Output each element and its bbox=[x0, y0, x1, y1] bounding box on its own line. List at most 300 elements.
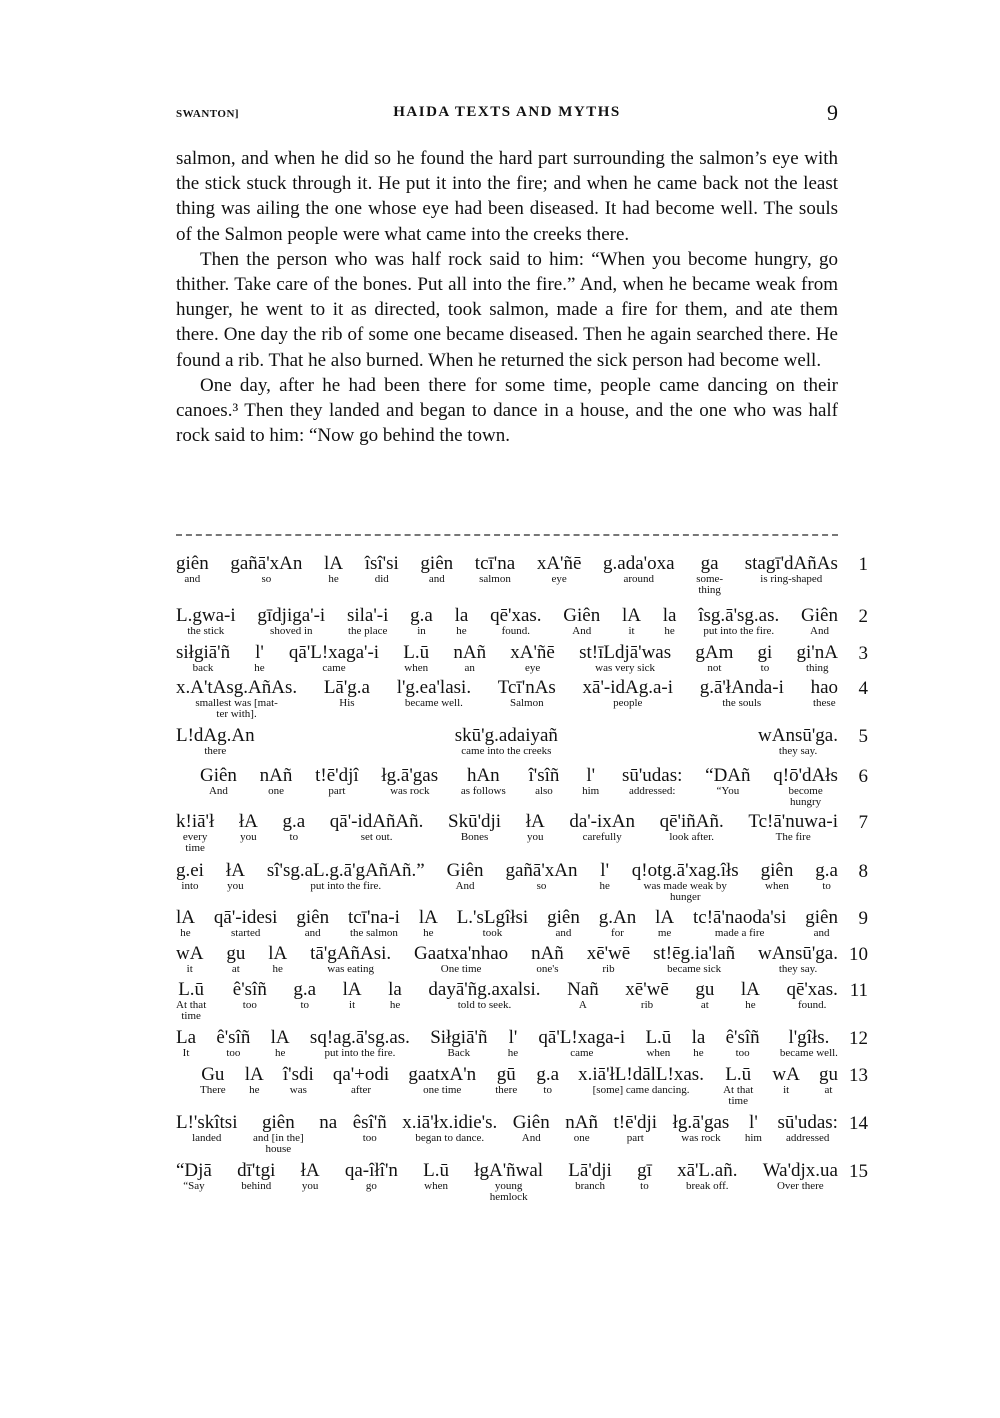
line-number: 8 bbox=[858, 861, 868, 882]
interlinear-word bbox=[578, 1065, 704, 1096]
english-gloss: It bbox=[182, 1047, 190, 1059]
haida-word: L.ū bbox=[645, 1027, 672, 1048]
english-gloss: become hungry bbox=[788, 785, 823, 808]
interlinear-word bbox=[726, 1028, 760, 1059]
english-gloss: when bbox=[424, 1180, 448, 1192]
interlinear-line bbox=[176, 725, 868, 757]
interlinear-word bbox=[176, 812, 214, 854]
interlinear-word bbox=[773, 766, 838, 808]
english-gloss: part bbox=[328, 785, 346, 797]
haida-word: giên bbox=[262, 1112, 295, 1133]
interlinear-word bbox=[176, 908, 195, 939]
interlinear-word bbox=[388, 980, 402, 1011]
haida-word: Siłgiā'ñ bbox=[430, 1027, 488, 1048]
haida-word: Lā'g.a bbox=[323, 677, 370, 698]
header-author: SWANTON] bbox=[176, 108, 240, 120]
haida-word: gi bbox=[757, 642, 773, 663]
english-gloss: and bbox=[555, 927, 572, 939]
interlinear-word bbox=[293, 980, 316, 1011]
interlinear-word bbox=[622, 766, 682, 797]
interlinear-word bbox=[637, 1161, 652, 1192]
haida-word: g.a bbox=[815, 860, 838, 881]
prose-paragraph: One day, after he had been there for some time, people came dancing on their canoes.³ Then they landed and began to dance in a house, and the one who was half rock said to him: “Now go behind the town. bbox=[176, 374, 838, 447]
english-gloss: smallest was [mat- ter with]. bbox=[195, 697, 278, 720]
interlinear-word bbox=[529, 766, 560, 797]
line-number: 12 bbox=[849, 1028, 868, 1049]
english-gloss: he bbox=[664, 625, 675, 637]
interlinear-word bbox=[673, 1113, 730, 1144]
english-gloss: they say. bbox=[778, 963, 818, 975]
interlinear-word bbox=[457, 908, 529, 939]
english-gloss: became well. bbox=[779, 1047, 838, 1059]
interlinear-word bbox=[614, 1113, 658, 1144]
section-divider bbox=[176, 534, 838, 536]
haida-word: îsî'si bbox=[364, 553, 399, 574]
interlinear-word bbox=[758, 643, 773, 674]
haida-word: l' bbox=[508, 1027, 518, 1048]
interlinear-word bbox=[226, 944, 245, 975]
english-gloss: And bbox=[521, 1132, 541, 1144]
english-gloss: was eating bbox=[327, 963, 374, 975]
english-gloss: was rock bbox=[390, 785, 430, 797]
haida-word: gañā'xAn bbox=[505, 860, 578, 881]
english-gloss: eye bbox=[524, 662, 541, 674]
interlinear-word bbox=[622, 606, 641, 637]
haida-word: lA bbox=[622, 605, 641, 626]
english-gloss: the souls bbox=[722, 697, 762, 709]
english-gloss: is ring-shaped bbox=[760, 573, 823, 585]
interlinear-word bbox=[365, 554, 399, 585]
english-gloss: eye bbox=[551, 573, 567, 585]
interlinear-word bbox=[811, 678, 838, 709]
haida-word: La bbox=[176, 1027, 197, 1048]
interlinear-word bbox=[397, 678, 471, 709]
interlinear-word bbox=[176, 944, 203, 975]
interlinear-word bbox=[565, 1113, 598, 1144]
interlinear-word bbox=[254, 643, 264, 674]
haida-word: g.An bbox=[598, 907, 637, 928]
haida-word: łA bbox=[525, 811, 545, 832]
english-gloss: at bbox=[824, 1084, 833, 1096]
haida-word: gaatxA'n bbox=[408, 1064, 477, 1085]
english-gloss: when bbox=[765, 880, 789, 892]
haida-word: l' bbox=[255, 642, 264, 663]
interlinear-word bbox=[428, 980, 540, 1011]
haida-word: q!otg.ā'xag.îłs bbox=[631, 860, 739, 881]
english-gloss: became sick bbox=[667, 963, 722, 975]
haida-word: L.gwa-i bbox=[176, 605, 236, 626]
english-gloss: look after. bbox=[669, 831, 714, 843]
english-gloss: to bbox=[760, 662, 770, 674]
interlinear-word bbox=[257, 606, 325, 637]
haida-word: êsî'ñ bbox=[352, 1112, 387, 1133]
interlinear-word bbox=[403, 643, 429, 674]
english-gloss: behind bbox=[241, 1180, 272, 1192]
interlinear-word bbox=[587, 944, 631, 975]
haida-word: tcī'na bbox=[474, 553, 516, 574]
haida-word: Gaatxa'nhao bbox=[414, 943, 509, 964]
line-number: 3 bbox=[858, 643, 868, 664]
english-gloss: to bbox=[640, 1180, 649, 1192]
english-gloss: addressed bbox=[786, 1132, 830, 1144]
haida-word: skū'g.adaiyañ bbox=[454, 725, 558, 746]
interlinear-line bbox=[176, 943, 868, 975]
interlinear-word bbox=[786, 980, 837, 1011]
haida-word: Skū'dji bbox=[448, 811, 502, 832]
haida-word: qē'xas. bbox=[786, 979, 838, 1000]
haida-word: sî'sg.aL.g.ā'gAñAñ.” bbox=[266, 860, 425, 881]
english-gloss: it bbox=[783, 1084, 790, 1096]
interlinear-word bbox=[176, 678, 297, 720]
line-number: 5 bbox=[858, 726, 868, 747]
english-gloss: he bbox=[599, 880, 610, 892]
interlinear-word bbox=[698, 606, 779, 637]
english-gloss: to bbox=[300, 999, 309, 1011]
interlinear-word bbox=[333, 1065, 389, 1096]
haida-word: L.ū bbox=[725, 1064, 752, 1085]
haida-word: dayā'ñg.axalsi. bbox=[428, 979, 541, 1000]
interlinear-word bbox=[745, 554, 838, 585]
interlinear-word bbox=[176, 726, 255, 757]
interlinear-word bbox=[660, 812, 724, 843]
haida-word: łA bbox=[238, 811, 258, 832]
english-gloss: set out. bbox=[360, 831, 393, 843]
interlinear-word bbox=[448, 812, 501, 843]
english-gloss: and [in the] house bbox=[253, 1132, 304, 1155]
haida-word: l'gîłs. bbox=[788, 1027, 830, 1048]
haida-word: lA bbox=[244, 1064, 264, 1085]
haida-word: L!dAg.An bbox=[176, 725, 255, 746]
interlinear-word bbox=[214, 908, 278, 939]
interlinear-word bbox=[239, 812, 258, 843]
haida-word: l' bbox=[600, 860, 609, 881]
interlinear-line bbox=[176, 765, 868, 808]
english-gloss: came bbox=[570, 1047, 594, 1059]
english-gloss: so bbox=[261, 573, 272, 585]
interlinear-word bbox=[819, 1065, 838, 1096]
haida-word: Giên bbox=[200, 765, 237, 786]
english-gloss: these bbox=[812, 697, 836, 709]
haida-word: nAñ bbox=[565, 1112, 598, 1133]
english-gloss: put into the fire. bbox=[703, 625, 775, 637]
english-gloss: there bbox=[204, 745, 227, 757]
english-gloss: you bbox=[526, 831, 544, 843]
english-gloss: and bbox=[813, 927, 830, 939]
english-gloss: he bbox=[693, 1047, 704, 1059]
interlinear-text bbox=[176, 553, 868, 1209]
english-gloss: came bbox=[322, 662, 346, 674]
haida-word: Lā'dji bbox=[568, 1160, 612, 1181]
interlinear-word bbox=[758, 944, 838, 975]
english-gloss: at bbox=[231, 963, 240, 975]
haida-word: wAnsū'ga. bbox=[758, 725, 838, 746]
english-gloss: Bones bbox=[460, 831, 489, 843]
interlinear-line bbox=[176, 1160, 868, 1203]
english-gloss: go bbox=[365, 1180, 377, 1192]
haida-word: l' bbox=[749, 1112, 758, 1133]
haida-word: lA bbox=[740, 979, 760, 1000]
interlinear-word bbox=[763, 1161, 838, 1192]
english-gloss: found. bbox=[797, 999, 827, 1011]
page-number: 9 bbox=[827, 100, 838, 125]
interlinear-line bbox=[176, 860, 868, 903]
interlinear-word bbox=[423, 1161, 449, 1192]
line-number: 9 bbox=[858, 908, 868, 929]
english-gloss: put into the fire. bbox=[310, 880, 382, 892]
english-gloss: Salmon bbox=[509, 697, 544, 709]
interlinear-word bbox=[569, 812, 635, 843]
english-gloss: when bbox=[404, 662, 429, 674]
interlinear-word bbox=[176, 1028, 196, 1059]
interlinear-word bbox=[801, 606, 838, 637]
english-gloss: At that time bbox=[723, 1084, 754, 1107]
haida-word: L.ū bbox=[403, 642, 430, 663]
interlinear-word bbox=[414, 944, 508, 975]
haida-word: î'sîñ bbox=[528, 765, 560, 786]
interlinear-word bbox=[531, 944, 564, 975]
interlinear-word bbox=[475, 554, 515, 585]
haida-word: nAñ bbox=[453, 642, 487, 663]
interlinear-word bbox=[176, 1161, 212, 1192]
interlinear-line bbox=[176, 811, 868, 854]
interlinear-word bbox=[324, 678, 370, 709]
haida-word: Tc!ā'nuwa-i bbox=[748, 811, 838, 832]
interlinear-word bbox=[176, 643, 230, 674]
haida-word: gīdjiga'-i bbox=[257, 605, 326, 626]
haida-word: l' bbox=[586, 765, 596, 786]
english-gloss: At that time bbox=[176, 999, 207, 1022]
haida-word: sila'-i bbox=[346, 605, 389, 626]
haida-word: st!ēg.ia'lañ bbox=[653, 943, 736, 964]
interlinear-word bbox=[343, 980, 362, 1011]
english-gloss: you bbox=[240, 831, 257, 843]
prose-paragraph: salmon, and when he did so he found the hard part surrounding the salmon’s eye with the stick stuck through it. He put it into the fire; and when he came back not the least thing was ailing the one whose eye had been diseased. It had become well. The souls of the Salmon people were what came into the creeks there. bbox=[176, 148, 838, 245]
interlinear-word bbox=[695, 643, 733, 674]
english-gloss: “Say bbox=[183, 1180, 205, 1192]
haida-word: îsg.ā'sg.as. bbox=[698, 605, 780, 626]
interlinear-word bbox=[780, 1028, 838, 1059]
interlinear-word bbox=[282, 812, 305, 843]
haida-word: ê'sîñ bbox=[232, 979, 267, 1000]
haida-word: Tcī'nAs bbox=[497, 677, 556, 698]
haida-word: L.ū bbox=[178, 979, 205, 1000]
haida-word: qē'iñAñ. bbox=[659, 811, 724, 832]
haida-word: lA bbox=[268, 943, 288, 964]
haida-word: l'g.ea'lasi. bbox=[396, 677, 472, 698]
english-gloss: part bbox=[626, 1132, 644, 1144]
haida-word: ê'sîñ bbox=[216, 1027, 251, 1048]
english-gloss: he bbox=[389, 999, 401, 1011]
haida-word: hao bbox=[810, 677, 838, 698]
english-gloss: to bbox=[543, 1084, 552, 1096]
haida-word: t!ē'dji bbox=[613, 1112, 658, 1133]
interlinear-word bbox=[567, 980, 599, 1011]
interlinear-word bbox=[538, 1028, 625, 1059]
english-gloss: also bbox=[535, 785, 553, 797]
english-gloss: rib bbox=[640, 999, 654, 1011]
haida-word: xē'wē bbox=[586, 943, 631, 964]
english-gloss: around bbox=[623, 573, 655, 585]
interlinear-word bbox=[455, 606, 469, 637]
english-gloss: A bbox=[578, 999, 587, 1011]
interlinear-line bbox=[176, 1112, 868, 1155]
haida-word: Giên bbox=[446, 860, 484, 881]
interlinear-word bbox=[353, 1113, 387, 1144]
english-gloss: did bbox=[374, 573, 389, 585]
interlinear-word bbox=[537, 554, 582, 585]
interlinear-word bbox=[645, 1028, 671, 1059]
interlinear-word bbox=[176, 554, 209, 585]
haida-word: hAn bbox=[466, 765, 500, 786]
interlinear-word bbox=[692, 1028, 706, 1059]
line-number: 2 bbox=[858, 606, 868, 627]
interlinear-word bbox=[498, 678, 556, 709]
haida-word: g.ada'oxa bbox=[603, 553, 675, 574]
haida-word: Giên bbox=[512, 1112, 550, 1133]
translation-text bbox=[176, 146, 838, 448]
haida-word: “DAñ bbox=[705, 765, 751, 786]
interlinear-word bbox=[200, 1065, 226, 1096]
english-gloss: you bbox=[227, 880, 244, 892]
interlinear-word bbox=[474, 1161, 543, 1203]
haida-word: nAñ bbox=[531, 943, 564, 964]
interlinear-word bbox=[526, 812, 545, 843]
haida-word: Wa'djx.ua bbox=[762, 1160, 838, 1181]
interlinear-word bbox=[233, 980, 267, 1011]
english-gloss: there bbox=[495, 1084, 518, 1096]
haida-word: xē'wē bbox=[625, 979, 669, 1000]
english-gloss: every time bbox=[182, 831, 208, 854]
interlinear-word bbox=[245, 1065, 264, 1096]
english-gloss: carefully bbox=[582, 831, 622, 843]
english-gloss: And bbox=[455, 880, 475, 892]
english-gloss: break off. bbox=[686, 1180, 729, 1192]
haida-word: na bbox=[319, 1112, 338, 1133]
english-gloss: he bbox=[254, 662, 265, 674]
interlinear-word bbox=[348, 908, 400, 939]
line-number: 11 bbox=[849, 980, 868, 1001]
english-gloss: made a fire bbox=[714, 927, 765, 939]
haida-word: gi'nA bbox=[796, 642, 838, 663]
haida-word: Giên bbox=[563, 605, 601, 626]
english-gloss: one bbox=[268, 785, 284, 797]
haida-word: la bbox=[454, 605, 469, 626]
haida-word: L.ū bbox=[423, 1160, 449, 1181]
interlinear-word bbox=[579, 643, 671, 674]
haida-word: x.iā'łx.idie's. bbox=[402, 1112, 498, 1133]
english-gloss: young hemlock bbox=[489, 1180, 528, 1203]
english-gloss: he bbox=[507, 1047, 519, 1059]
english-gloss: There bbox=[200, 1084, 226, 1096]
haida-word: giên bbox=[547, 907, 580, 928]
interlinear-word bbox=[700, 678, 784, 709]
interlinear-word bbox=[253, 1113, 304, 1155]
haida-word: stagī'dAñAs bbox=[744, 553, 838, 574]
haida-word: g.ei bbox=[176, 860, 204, 881]
haida-word: t!ē'djî bbox=[315, 765, 359, 786]
haida-word: łgA'ñwal bbox=[474, 1160, 544, 1181]
haida-word: xā'L.añ. bbox=[677, 1160, 738, 1181]
line-number: 14 bbox=[849, 1113, 868, 1134]
interlinear-word bbox=[568, 1161, 612, 1192]
english-gloss: an bbox=[464, 662, 475, 674]
interlinear-line bbox=[176, 605, 868, 637]
interlinear-word bbox=[319, 1113, 337, 1133]
interlinear-word bbox=[599, 908, 636, 939]
interlinear-word bbox=[693, 908, 786, 939]
interlinear-word bbox=[513, 1113, 550, 1144]
english-gloss: Back bbox=[447, 1047, 471, 1059]
line-number: 4 bbox=[858, 678, 868, 699]
haida-word: “Djā bbox=[176, 1160, 212, 1181]
haida-word: x.iā'łL!dālL!xas. bbox=[578, 1064, 704, 1085]
interlinear-line bbox=[176, 1064, 868, 1107]
haida-word: lA bbox=[655, 907, 675, 928]
interlinear-word bbox=[490, 606, 541, 637]
interlinear-word bbox=[455, 726, 558, 757]
haida-word: wA bbox=[176, 943, 204, 964]
haida-word: gu bbox=[818, 1064, 838, 1085]
english-gloss: to bbox=[822, 880, 831, 892]
english-gloss: back bbox=[192, 662, 214, 674]
haida-word: lA bbox=[342, 979, 362, 1000]
english-gloss: people bbox=[613, 697, 643, 709]
english-gloss: after bbox=[350, 1084, 372, 1096]
haida-word: giên bbox=[420, 553, 454, 574]
haida-word: la bbox=[388, 979, 402, 1000]
haida-word: tā'gAñAsi. bbox=[310, 943, 392, 964]
haida-word: î'sdi bbox=[282, 1064, 314, 1085]
haida-word: qa-îłî'n bbox=[344, 1160, 398, 1181]
haida-word: Giên bbox=[801, 605, 838, 626]
haida-word: łg.ā'gas bbox=[672, 1112, 730, 1133]
haida-word: qā'L!xaga-i bbox=[538, 1027, 626, 1048]
interlinear-word bbox=[505, 861, 577, 892]
english-gloss: was rock bbox=[681, 1132, 721, 1144]
haida-word: la bbox=[691, 1027, 706, 1048]
interlinear-word bbox=[345, 1161, 398, 1192]
interlinear-word bbox=[653, 944, 735, 975]
interlinear-word bbox=[677, 1161, 737, 1192]
haida-word: giên bbox=[760, 860, 794, 881]
haida-word: da'-ixAn bbox=[569, 811, 635, 832]
english-gloss: it bbox=[186, 963, 193, 975]
haida-word: xA'ñē bbox=[536, 553, 582, 574]
interlinear-word bbox=[761, 861, 794, 892]
line-number: 13 bbox=[849, 1065, 868, 1086]
haida-word: qā'-idAñAñ. bbox=[329, 811, 424, 832]
haida-word: Gu bbox=[201, 1064, 225, 1085]
interlinear-word bbox=[815, 861, 838, 892]
haida-word: giên bbox=[805, 907, 838, 928]
interlinear-word bbox=[447, 861, 484, 892]
line-number: 1 bbox=[858, 554, 868, 575]
english-gloss: the salmon bbox=[349, 927, 398, 939]
interlinear-word bbox=[420, 554, 453, 585]
english-gloss: The fire bbox=[775, 831, 811, 843]
line-number: 10 bbox=[849, 944, 868, 965]
interlinear-word bbox=[603, 554, 674, 585]
interlinear-word bbox=[805, 908, 838, 939]
interlinear-word bbox=[408, 1065, 476, 1096]
english-gloss: he bbox=[745, 999, 756, 1011]
haida-word: łA bbox=[300, 1160, 320, 1181]
haida-word: g.a bbox=[293, 979, 317, 1000]
interlinear-line bbox=[176, 642, 868, 674]
english-gloss: at bbox=[700, 999, 709, 1011]
english-gloss: His bbox=[339, 697, 355, 709]
haida-word: xā'-idAg.a-i bbox=[582, 677, 673, 698]
